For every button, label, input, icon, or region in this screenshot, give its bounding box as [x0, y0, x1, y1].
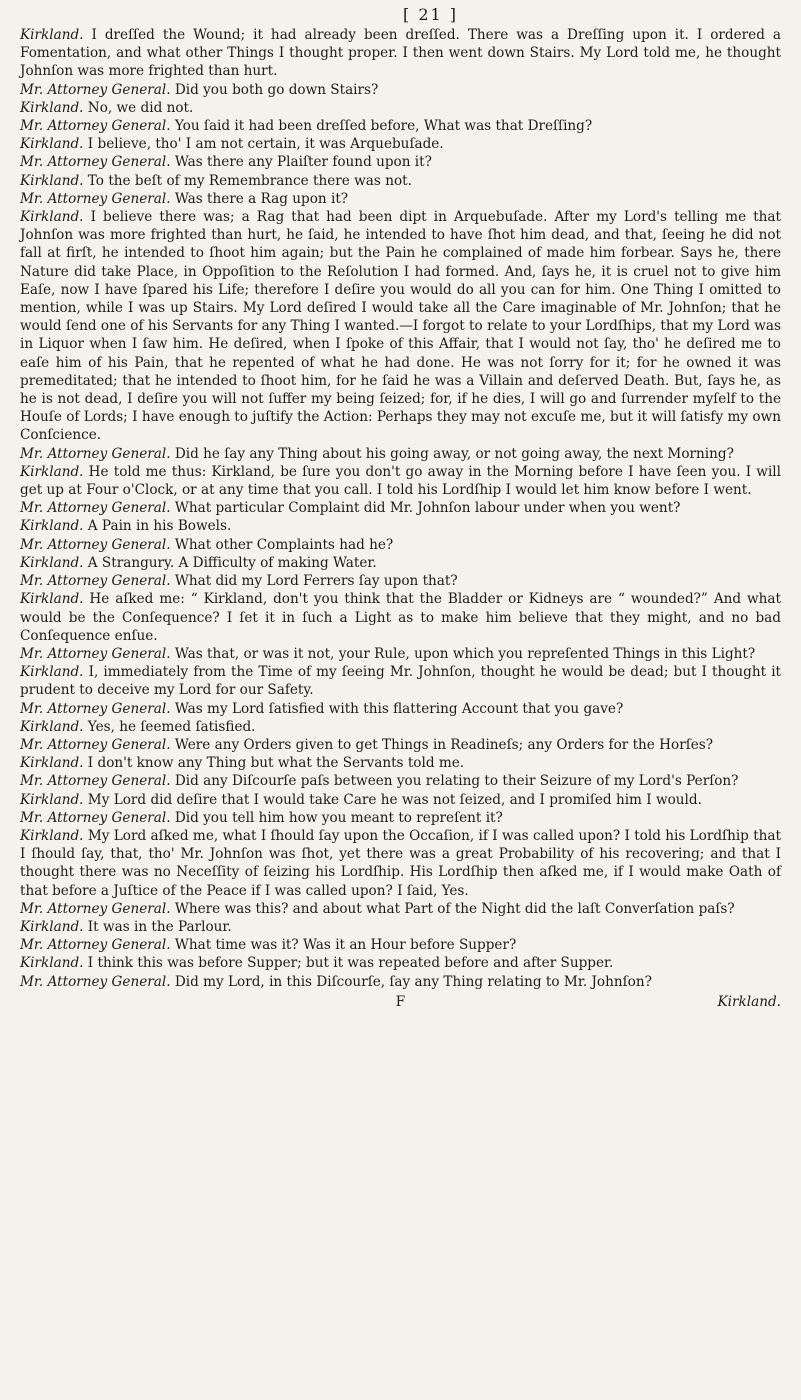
testimony-paragraph — [20, 718, 781, 736]
speaker-name: Mr. Attorney General. — [20, 809, 171, 826]
statement-text: Was my Lord ſatisfied with this flattering Account that you gave? — [174, 700, 624, 717]
statement-text: Were any Orders given to get Things in Readineſs; any Orders for the Horſes? — [174, 736, 714, 753]
speaker-name: Kirkland. — [20, 955, 84, 972]
statement-text: A Pain in his Bowels. — [87, 518, 232, 535]
speaker-name: Kirkland. — [20, 591, 84, 608]
statement-text: Yes, he ſeemed ſatisfied. — [87, 718, 256, 735]
speaker-name: Kirkland. — [20, 209, 84, 226]
statement-text: Did he ſay any Thing about his going away, or not going away, the next Morning? — [174, 445, 734, 462]
statement-text: What particular Complaint did Mr. Johnſon labour under when you went? — [174, 500, 681, 517]
speaker-name: Mr. Attorney General. — [20, 736, 171, 753]
speaker-name: Mr. Attorney General. — [20, 900, 171, 917]
statement-text: I, immediately from the Time of my ſeeing Mr. Johnſon, thought he would be dead; but I thought it prudent to deceive my Lord for our Safety. — [20, 664, 781, 699]
testimony-paragraph — [20, 772, 781, 790]
catchword: Kirkland. — [717, 993, 781, 1010]
statement-text: I don't know any Thing but what the Servants told me. — [87, 755, 465, 772]
testimony-paragraph — [20, 99, 781, 117]
testimony-paragraph — [20, 499, 781, 517]
speaker-name: Kirkland. — [20, 827, 84, 844]
testimony-paragraph — [20, 645, 781, 663]
statement-text: No, we did not. — [87, 99, 194, 116]
statement-text: He aſked me: “ Kirkland, don't you think that the Bladder or Kidneys are “ wounded?” And what would be the Conſequence? I ſet it in ſuch a Light as to make him believe that they might, and no bad Conſequence enſue. — [20, 591, 781, 644]
statement-text: My Lord aſked me, what I ſhould ſay upon the Occaſion, if I was called upon? I told his Lordſhip that I ſhould ſay, that, tho' Mr. Johnſon was ſhot, yet there was a great Probability of his recovering; and that I thought there was no Neceſſity of ſeizing his Lordſhip. His Lordſhip then aſked me, if I would make Oath of that before a Juſtice of the Peace if I was called upon? I ſaid, Yes. — [20, 827, 782, 899]
speaker-name: Mr. Attorney General. — [20, 536, 171, 553]
statement-text: I believe, tho' I am not certain, it was Arquebuſade. — [87, 136, 444, 153]
testimony-paragraph — [20, 918, 781, 936]
speaker-name: Mr. Attorney General. — [20, 573, 171, 590]
testimony-paragraph — [20, 791, 781, 809]
testimony-paragraph — [20, 172, 781, 190]
speaker-name: Mr. Attorney General. — [20, 700, 171, 717]
speaker-name: Mr. Attorney General. — [20, 773, 171, 790]
speaker-name: Mr. Attorney General. — [20, 645, 171, 662]
speaker-name: Kirkland. — [20, 918, 84, 935]
testimony-paragraph — [20, 900, 781, 918]
statement-text: Was that, or was it not, your Rule, upon which you repreſented Things in this Light? — [174, 645, 756, 662]
speaker-name: Mr. Attorney General. — [20, 973, 171, 990]
speaker-name: Kirkland. — [20, 463, 84, 480]
statement-text: I dreſſed the Wound; it had already been dreſſed. There was a Dreſſing upon it. I ordered a Fomentation, and what other Things I thought proper. I then went down Stairs. My Lord told me, he thought Johnſon was more frighted than hurt. — [20, 27, 781, 80]
testimony-paragraph — [20, 153, 781, 171]
statement-text: It was in the Parlour. — [87, 918, 232, 935]
testimony-paragraph — [20, 26, 781, 81]
statement-text: A Strangury. A Difficulty of making Water. — [87, 554, 377, 571]
statement-text: What time was it? Was it an Hour before Supper? — [174, 937, 517, 954]
statement-text: My Lord did deſire that I would take Care he was not ſeized, and I promiſed him I would. — [87, 791, 702, 808]
statement-text: Was there any Plaiſter found upon it? — [174, 154, 432, 171]
statement-text: To the beſt of my Remembrance there was not. — [87, 172, 412, 189]
statement-text: I believe there was; a Rag that had been dipt in Arquebuſade. After my Lord's telling me that Johnſon was more frighted than hurt, he ſaid, he intended to have ſhot him dead, and that, ſeeing he did not fall at firſt, he intended to ſhoot him again; but the Pain he complained of made him forbear. Says he, there Nature did take Place, in Oppoſition to the Reſolution I had formed. And, ſays he, it is cruel not to give him Eaſe, now I have ſpared his Life; therefore I deſire you would do all you can for him. One Thing I omitted to mention, while I was up Stairs. My Lord deſired I would take all the Care imaginable of Mr. Johnſon; that he would ſend one of his Servants for any Thing I wanted.—I forgot to relate to your Lordſhips, that my Lord was in Liquor when I ſaw him. He deſired, when I ſpoke of this Affair, that I would not ſay, tho' he deſired me to eaſe him of his Pain, that he repented of what he had done. He was not ſorry for it; for he owned it was premeditated; that he intended to ſhoot him, for he ſaid he was a Villain and deſerved Death. But, ſays he, as he is not dead, I deſire you will not ſuffer my being ſeized; for, if he dies, I will go and ſurrender myſelf to the Houſe of Lords; I have enough to juſtify the Action: Perhaps they may not excuſe me, but it will ſatisfy my own Conſcience. — [20, 209, 781, 444]
testimony-paragraph — [20, 463, 781, 499]
speaker-name: Kirkland. — [20, 791, 84, 808]
testimony-paragraph — [20, 936, 781, 954]
testimony-paragraph — [20, 590, 781, 645]
signature-mark: F — [395, 993, 406, 1010]
speaker-name: Kirkland. — [20, 554, 84, 571]
statement-text: Did you tell him how you meant to repreſent it? — [174, 809, 503, 826]
testimony-paragraph — [20, 809, 781, 827]
testimony-text — [20, 26, 781, 991]
speaker-name: Kirkland. — [20, 27, 84, 43]
testimony-paragraph — [20, 700, 781, 718]
statement-text: What did my Lord Ferrers ſay upon that? — [174, 573, 458, 590]
testimony-paragraph — [20, 973, 781, 991]
speaker-name: Kirkland. — [20, 99, 84, 116]
page-number: [ 21 ] — [402, 5, 458, 24]
testimony-paragraph — [20, 554, 781, 572]
speaker-name: Kirkland. — [20, 664, 84, 681]
statement-text: Where was this? and about what Part of the Night did the laſt Converſation paſs? — [174, 900, 735, 917]
statement-text: Did any Diſcourſe paſs between you relating to their Seizure of my Lord's Perſon? — [174, 773, 739, 790]
testimony-paragraph — [20, 208, 781, 445]
testimony-paragraph — [20, 81, 781, 99]
speaker-name: Mr. Attorney General. — [20, 81, 171, 98]
testimony-paragraph — [20, 736, 781, 754]
statement-text: Did you both go down Stairs? — [174, 81, 379, 98]
statement-text: You ſaid it had been dreſſed before, What was that Dreſſing? — [174, 118, 593, 135]
speaker-name: Mr. Attorney General. — [20, 937, 171, 954]
testimony-paragraph — [20, 117, 781, 135]
testimony-paragraph — [20, 536, 781, 554]
statement-text: Was there a Rag upon it? — [174, 190, 349, 207]
testimony-paragraph — [20, 827, 781, 900]
testimony-paragraph — [20, 663, 781, 699]
speaker-name: Mr. Attorney General. — [20, 118, 171, 135]
testimony-paragraph — [20, 190, 781, 208]
statement-text: Did my Lord, in this Diſcourſe, ſay any Thing relating to Mr. Johnſon? — [174, 973, 652, 990]
speaker-name: Mr. Attorney General. — [20, 445, 171, 462]
statement-text: What other Complaints had he? — [174, 536, 394, 553]
speaker-name: Kirkland. — [20, 718, 84, 735]
page-footer — [20, 991, 781, 1013]
speaker-name: Kirkland. — [20, 172, 84, 189]
speaker-name: Kirkland. — [20, 136, 84, 153]
testimony-paragraph — [20, 517, 781, 535]
testimony-paragraph — [20, 572, 781, 590]
speaker-name: Mr. Attorney General. — [20, 500, 171, 517]
statement-text: I think this was before Supper; but it was repeated before and after Supper. — [87, 955, 614, 972]
speaker-name: Kirkland. — [20, 518, 84, 535]
speaker-name: Mr. Attorney General. — [20, 190, 171, 207]
testimony-paragraph — [20, 954, 781, 972]
speaker-name: Mr. Attorney General. — [20, 154, 171, 171]
speaker-name: Kirkland. — [20, 755, 84, 772]
testimony-paragraph — [20, 754, 781, 772]
statement-text: He told me thus: Kirkland, be ſure you don't go away in the Morning before I have ſeen you. I will get up at Four o'Clock, or at any time that you call. I told his Lordſhip I would let him know before I went. — [20, 463, 781, 499]
testimony-paragraph — [20, 135, 781, 153]
testimony-paragraph — [20, 445, 781, 463]
